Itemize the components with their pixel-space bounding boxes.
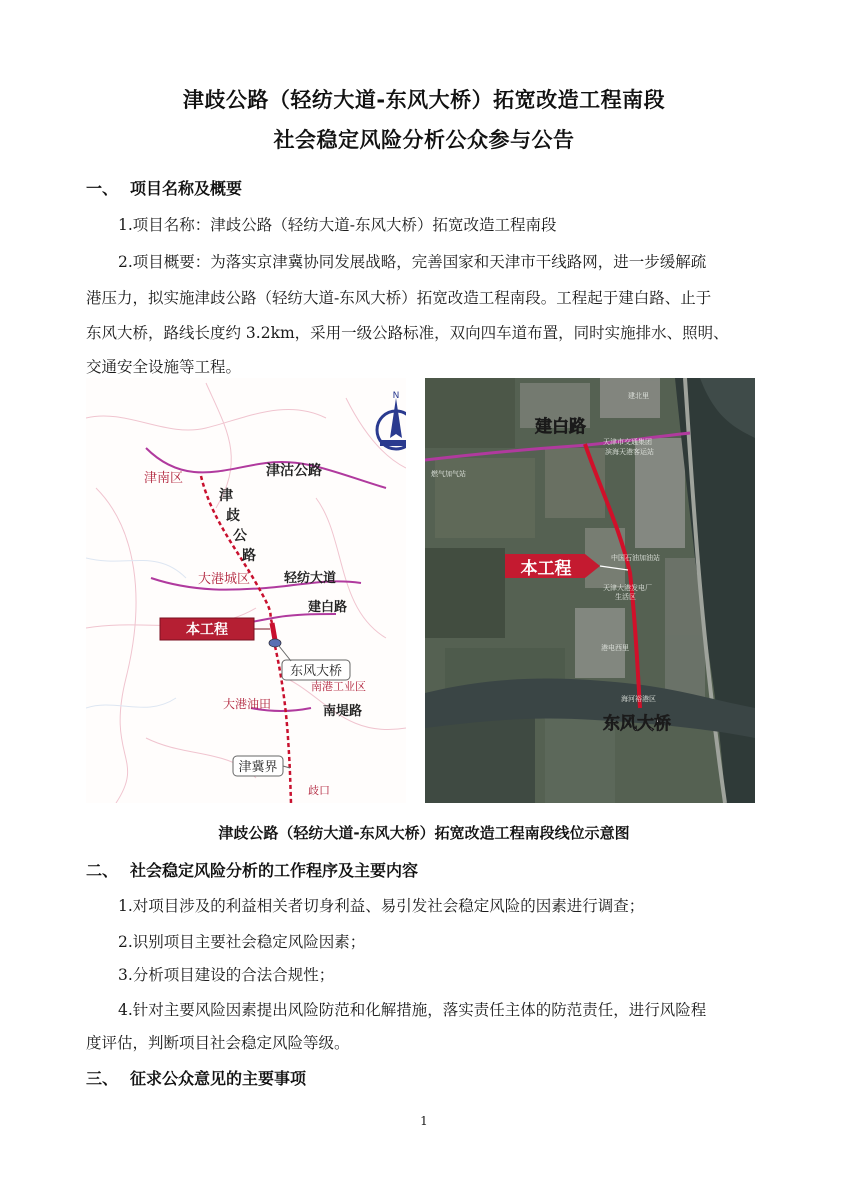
work-item-4-line-2: 度评估，判断项目社会稳定风险等级。 (86, 1034, 350, 1052)
sat-label-project: 本工程 (520, 559, 572, 579)
sat-small-label: 中国石油加油站 (611, 554, 660, 562)
sat-small-label: 生活区 (615, 593, 636, 601)
label-qikou: 歧口 (308, 784, 330, 797)
title-line-2: 社会稳定风险分析公众参与公告 (273, 128, 575, 152)
sat-small-label: 港电西里 (601, 644, 629, 652)
project-overview-line-1: 2.项目概要：为落实京津冀协同发展战略，完善国家和天津市干线路网，进一步缓解疏 (118, 253, 707, 271)
satellite-map (425, 378, 755, 803)
label-dagang-oilfield: 大港油田 (223, 697, 272, 711)
sat-small-label: 海河裕港区 (621, 695, 656, 703)
sat-small-label: 天津市交通集团 (603, 438, 652, 446)
project-overview-line-3: 东风大桥，路线长度约 3.2km，采用一级公路标准，双向四车道布置，同时实施排水、照明、 (86, 324, 729, 342)
section-3-number: 三、 (86, 1069, 119, 1088)
sat-small-label: 燃气加气站 (431, 470, 466, 478)
label-project: 本工程 (186, 622, 228, 638)
label-dongfeng-bridge: 东风大桥 (289, 664, 343, 679)
section-1-number: 一、 (86, 179, 119, 198)
project-name-paragraph: 1.项目名称：津歧公路（轻纺大道-东风大桥）拓宽改造工程南段 (118, 216, 557, 234)
label-jinji-border: 津冀界 (238, 760, 278, 775)
sat-small-label: 滨海天港客运站 (605, 448, 654, 456)
figure-caption: 津歧公路（轻纺大道-东风大桥）拓宽改造工程南段线位示意图 (218, 824, 630, 842)
section-1-heading (86, 176, 242, 199)
work-item-1: 1.对项目涉及的利益相关者切身利益、易引发社会稳定风险的因素进行调查； (118, 897, 645, 915)
work-item-2: 2.识别项目主要社会稳定风险因素； (118, 933, 366, 951)
label-jinqi-4: 路 (242, 548, 256, 564)
label-nandi-road: 南堤路 (323, 704, 363, 719)
satellite-map-svg (425, 378, 755, 803)
page-number: 1 (420, 1114, 428, 1128)
location-map (86, 378, 406, 803)
location-map-svg (86, 378, 406, 803)
work-item-4-line-1: 4.针对主要风险因素提出风险防范和化解措施，落实责任主体的防范责任，进行风险程 (118, 1001, 707, 1019)
label-nangang-zone: 南港工业区 (311, 680, 366, 693)
sat-label-dongfeng-bridge: 东风大桥 (603, 714, 671, 734)
work-item-3: 3.分析项目建设的合法合规性； (118, 966, 335, 984)
section-1-title: 项目名称及概要 (130, 179, 243, 198)
label-jinnan: 津南区 (144, 471, 184, 486)
label-jianbai-road: 建白路 (308, 600, 348, 615)
project-overview-line-2: 港压力，拟实施津歧公路（轻纺大道-东风大桥）拓宽改造工程南段。工程起于建白路、止于 (86, 289, 712, 307)
label-jingu-road: 津沽公路 (266, 463, 322, 479)
label-qingfang-road: 轻纺大道 (284, 571, 337, 586)
sat-small-label: 建北里 (628, 392, 649, 400)
section-3-heading (86, 1066, 306, 1089)
section-2-heading (86, 858, 418, 881)
label-jinqi-1: 津 (219, 488, 233, 504)
title-line-1: 津歧公路（轻纺大道-东风大桥）拓宽改造工程南段 (182, 88, 666, 112)
project-overview-line-4: 交通安全设施等工程。 (86, 358, 242, 376)
section-3-title: 征求公众意见的主要事项 (130, 1069, 307, 1088)
label-jinqi-3: 公 (233, 528, 247, 544)
sat-small-label: 天津大港发电厂 (603, 584, 652, 592)
section-2-title: 社会稳定风险分析的工作程序及主要内容 (130, 861, 419, 880)
sat-label-jianbai-road: 建白路 (535, 417, 586, 437)
section-2-number: 二、 (86, 861, 119, 880)
compass-icon (377, 391, 406, 449)
label-jinqi-2: 歧 (226, 508, 240, 524)
compass-letter: N (392, 391, 400, 401)
label-dagang-city: 大港城区 (198, 572, 251, 587)
